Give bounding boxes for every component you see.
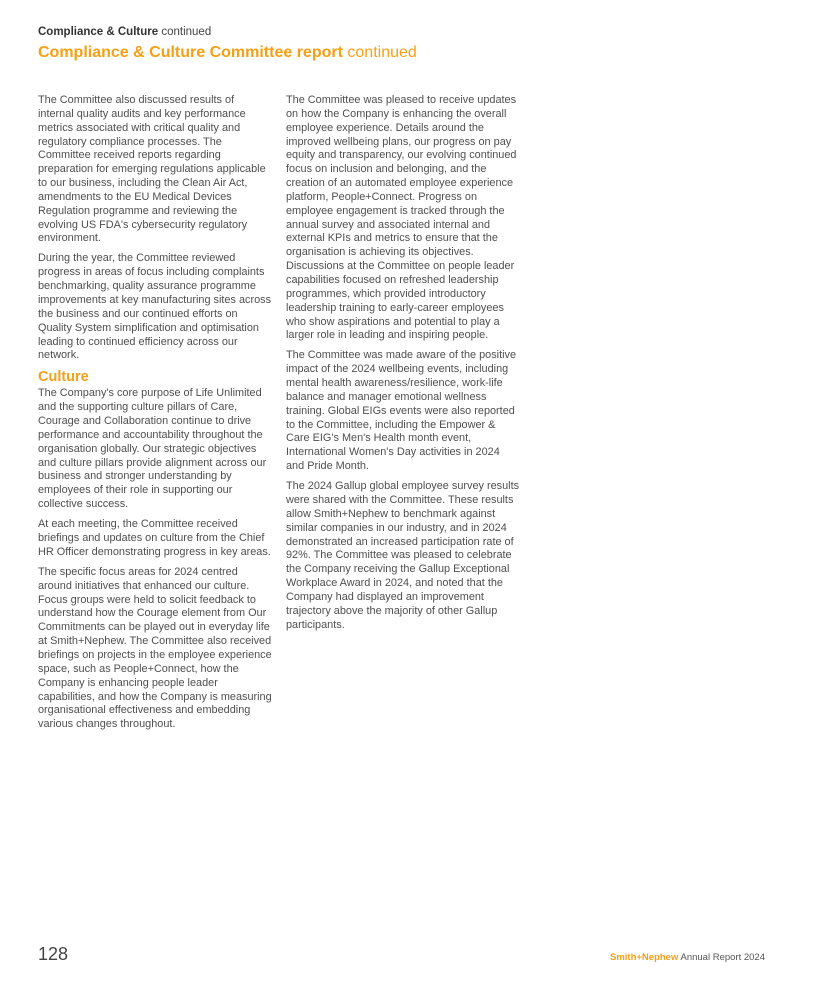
paragraph-gallup-survey: The 2024 Gallup global employee survey results were shared with the Committee. These results allow Smith+Nephew to benchmark against similar companies in our industry, and in 2024 demonstrated an increased participation rate of 92%. The Committee was pleased to celebrate the Company receiving the Gallup Exceptional Workplace Award in 2024, and noted that the Company had displayed an improvement trajectory above the majority of other Gallup participants. <box>286 480 520 631</box>
section-label-bold: Compliance & Culture <box>38 26 159 38</box>
culture-heading: Culture <box>38 369 89 386</box>
page-number: 128 <box>38 944 69 964</box>
right-column <box>286 94 520 639</box>
paragraph-focus-areas: The specific focus areas for 2024 centred around initiatives that enhanced our culture. Focus groups were held to solicit feedback to understand how the Courage element from Our Commitments can be played out in everyday life at Smith+Nephew. The Committee also received briefings on projects in the employee experience space, such as People+Connect, how the Company is enhancing people leader capabilities, and how the Company is measuring organisational effectiveness and embedding various changes throughout. <box>38 565 272 731</box>
page-title-bold: Compliance & Culture Committee report <box>38 44 343 61</box>
paragraph-employee-experience: The Committee was pleased to receive updates on how the Company is enhancing the overall employee experience. Details around the improved wellbeing plans, our progress on pay equity and transparency, our evolving continued focus on inclusion and belonging, and the creation of an automated employee experience platform, People+Connect. Progress on employee engagement is tracked through the annual survey and associated internal and external KPIs and metrics to ensure that the organisation is achieving its objectives. Discussions at the Committee on people leader capabilities focused on refreshed leadership programmes, which provided introductory leadership training to early-career employees who show aspirations and potential to play a larger role in leading and inspiring people. <box>286 94 517 342</box>
paragraph-wellbeing-events: The Committee was made aware of the positive impact of the 2024 wellbeing events, including mental health awareness/resilience, work-life balance and manager emotional wellness training. Global EIGs events were also reported to the Committee, including the Empower & Care EIG's Men's Health month event, International Women's Day activities in 2024 and Pride Month. <box>286 349 517 473</box>
paragraph-core-purpose: The Company's core purpose of Life Unlimited and the supporting culture pillars of Care, Courage and Collaboration continue to drive performance and accountability throughout the organisation globally. Our strategic objectives and culture pillars provide alignment across our business and stronger understanding by employees of their role in supporting our collective success. <box>38 387 267 511</box>
section-label <box>38 26 211 38</box>
brand-name: Smith+Nephew <box>609 952 679 963</box>
paragraph-quality-audits: The Committee also discussed results of internal quality audits and key performance metrics associated with critical quality and regulatory compliance processes. The Committee received reports regarding preparation for emerging regulations applicable to our business, including the Clean Air Act, amendments to the EU Medical Devices Regulation programme and reviewing the evolving US FDA's cybersecurity regulatory environment. <box>38 94 266 245</box>
paragraph-progress-review: During the year, the Committee reviewed progress in areas of focus including complaints benchmarking, quality assurance programme improvements at key manufacturing sites across the business and our continued efforts on Quality System simplification and optimisation leading to continued efficiency across our network. <box>38 252 272 362</box>
paragraph-meeting-briefings: At each meeting, the Committee received briefings and updates on culture from the Chief HR Officer demonstrating progress in key areas. <box>38 518 271 558</box>
section-label-continued: continued <box>161 26 212 38</box>
footer-brand <box>610 952 765 963</box>
page-title <box>38 44 417 62</box>
page-title-continued: continued <box>347 44 417 61</box>
left-column <box>38 94 272 738</box>
report-name: Annual Report 2024 <box>680 952 765 963</box>
